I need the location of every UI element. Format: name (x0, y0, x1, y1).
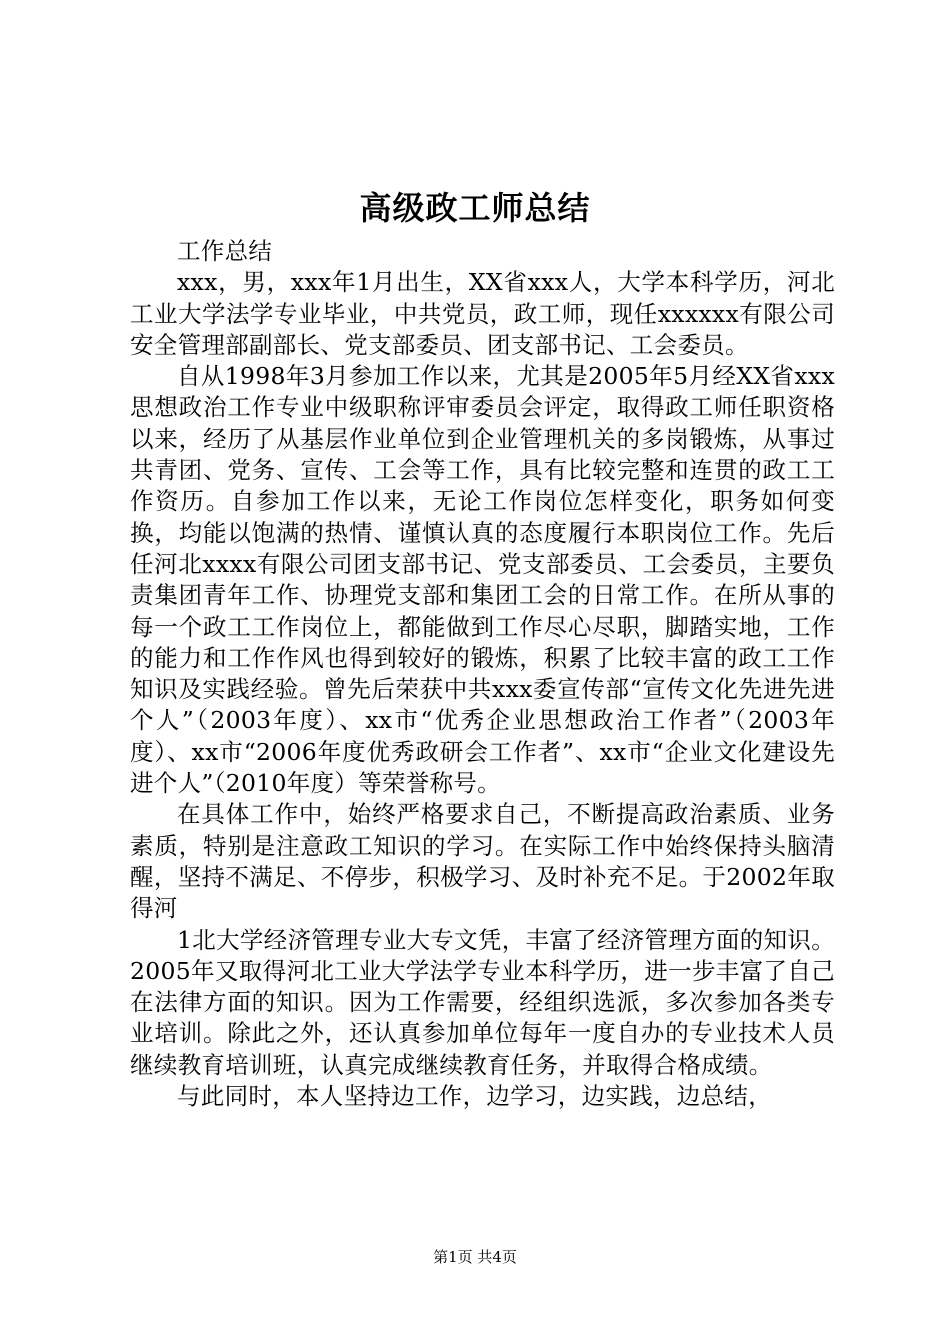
document-body (130, 236, 835, 1112)
paragraph-personal-info: xxx，男，xxx年1月出生，XX省xxx人，大学本科学历，河北工业大学法学专业毕业，中共党员，政工师，现任xxxxxx有限公司安全管理部副部长、党支部委员、团支部书记、工会委员。 (130, 268, 835, 359)
section-heading: 工作总结 (177, 237, 273, 265)
paragraph-work-history: 自从1998年3月参加工作以来，尤其是2005年5月经XX省xxx思想政治工作专业中级职称评审委员会评定，取得政工师任职资格以来，经历了从基层作业单位到企业管理机关的多岗锻炼，从事过共青团、党务、宣传、工会等工作，具有比较完整和连贯的政工工作资历。自参加工作以来，无论工作岗位怎样变化，职务如何变换，均能以饱满的热情、谨慎认真的态度履行本职岗位工作。先后任河北xxxx有限公司团支部书记、党支部委员、工会委员，主要负责集团青年工作、协理党支部和集团工会的日常工作。在所从事的每一个政工工作岗位上，都能做到工作尽心尽职，脚踏实地，工作的能力和工作作风也得到较好的锻炼，积累了比较丰富的政工工作知识及实践经验。曾先后荣获中共xxx委宣传部“宣传文化先进先进个人”（2003年度）、xx市“优秀企业思想政治工作者”（2003年度）、xx市“2006年度优秀政研会工作者”、xx市“企业文化建设先进个人”（2010年度）等荣誉称号。 (130, 362, 835, 798)
page-number-footer: 第1页 共4页 (433, 1248, 517, 1266)
paragraph-study: 在具体工作中，始终严格要求自己，不断提高政治素质、业务素质，特别是注意政工知识的学习。在实际工作中始终保持头脑清醒，坚持不满足、不停步，积极学习、及时补充不足。于2002年取得河 (130, 800, 835, 923)
paragraph-practice: 与此同时，本人坚持边工作，边学习，边实践，边总结， (177, 1082, 772, 1111)
document-title: 高级政工师总结 (359, 189, 591, 227)
paragraph-education: 1北大学经济管理专业大专文凭，丰富了经济管理方面的知识。2005年又取得河北工业大学法学专业本科学历，进一步丰富了自己在法律方面的知识。因为工作需要，经组织选派，多次参加各类专业培训。除此之外，还认真参加单位每年一度自办的专业技术人员继续教育培训班，认真完成继续教育任务，并取得合格成绩。 (130, 925, 835, 1079)
